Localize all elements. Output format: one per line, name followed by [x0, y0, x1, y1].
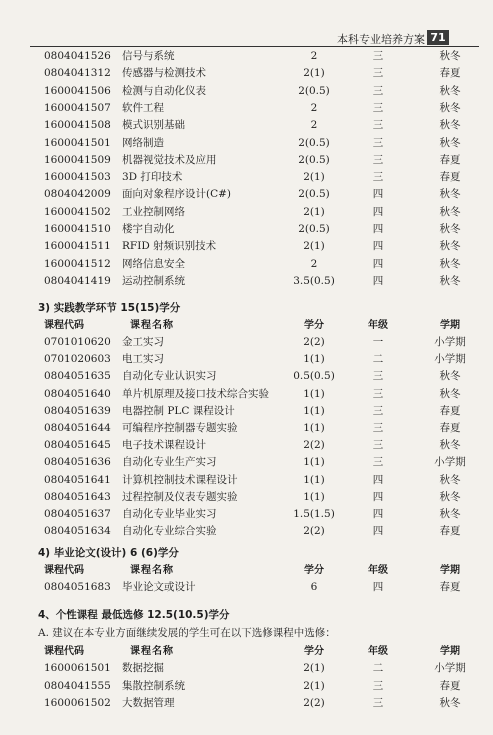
header-term: 学期	[440, 565, 460, 576]
course-year: 三	[372, 119, 384, 132]
table-row	[0, 386, 493, 403]
course-name: 自动化专业综合实验	[122, 525, 217, 538]
table-row	[0, 454, 493, 471]
course-term: 秋冬	[439, 188, 461, 201]
course-year: 三	[372, 422, 384, 434]
table-row	[0, 368, 493, 385]
course-name: 运动控制系统	[122, 274, 185, 287]
table-row	[0, 65, 493, 82]
course-code: 0804041555	[44, 679, 111, 692]
course-year: 三	[372, 153, 384, 166]
course-year: 三	[372, 50, 384, 62]
course-credit: 0.5(0.5)	[293, 370, 335, 383]
course-term: 秋冬	[439, 490, 461, 503]
course-credit: 2(1)	[303, 662, 325, 674]
table-row	[0, 273, 493, 290]
course-year: 四	[372, 188, 384, 201]
course-code: 1600041508	[44, 119, 111, 132]
running-title: 本科专业培养方案	[337, 33, 425, 46]
course-credit: 1(1)	[303, 387, 325, 400]
table-row	[0, 660, 493, 677]
course-year: 三	[372, 439, 384, 452]
course-term: 春夏	[439, 171, 461, 184]
course-year: 三	[372, 387, 384, 400]
course-term: 小学期	[434, 662, 466, 674]
course-name: 检测与自动化仪表	[122, 84, 206, 97]
table-row	[0, 117, 493, 134]
course-term: 春夏	[439, 679, 461, 692]
course-code: 0804051637	[44, 508, 111, 520]
course-term: 秋冬	[439, 257, 461, 270]
course-year: 四	[372, 490, 384, 503]
course-year: 四	[372, 508, 384, 520]
table-row	[0, 135, 493, 152]
course-code: 0804041312	[44, 67, 111, 80]
table-row	[0, 506, 493, 523]
course-term: 小学期	[434, 353, 466, 366]
page-header	[30, 30, 479, 47]
course-code: 0804042009	[44, 188, 111, 201]
course-name: 电子技术课程设计	[122, 439, 206, 452]
course-name: 软件工程	[122, 101, 164, 114]
course-name: 可编程序控制器专题实验	[122, 422, 238, 434]
course-name: 楼宇自动化	[122, 223, 175, 235]
course-year: 三	[372, 84, 384, 97]
course-term: 秋冬	[439, 439, 461, 452]
course-term: 秋冬	[439, 697, 461, 709]
course-credit: 1(1)	[303, 490, 325, 503]
course-term: 小学期	[434, 336, 466, 348]
course-credit: 2(2)	[303, 336, 325, 348]
table-row	[0, 48, 493, 65]
course-term: 春夏	[439, 581, 461, 593]
course-code: 1600041506	[44, 84, 111, 97]
course-term: 秋冬	[439, 205, 461, 218]
course-credit: 2(0.5)	[298, 153, 330, 166]
course-term: 秋冬	[439, 119, 461, 132]
header-name: 课程名称	[130, 565, 174, 576]
table-row	[0, 678, 493, 695]
course-term: 春夏	[439, 67, 461, 80]
course-code: 1600041502	[44, 205, 111, 218]
course-credit: 2(1)	[303, 679, 325, 692]
course-code: 0804051635	[44, 370, 111, 383]
section-title-practice: 3) 实践教学环节 15(15)学分	[38, 302, 181, 314]
header-code: 课程代码	[44, 320, 84, 331]
course-year: 二	[372, 353, 384, 366]
course-credit: 2	[310, 50, 318, 62]
course-code: 0804051634	[44, 525, 111, 538]
course-credit: 1(1)	[303, 456, 325, 469]
table-row	[0, 420, 493, 437]
course-code: 1600041501	[44, 136, 111, 149]
section-title-thesis: 4) 毕业论文(设计) 6 (6)学分	[38, 547, 179, 559]
course-year: 二	[372, 662, 384, 674]
course-credit: 1.5(1.5)	[293, 508, 335, 520]
course-name: 机器视觉技术及应用	[122, 153, 217, 166]
course-year: 三	[372, 171, 384, 184]
course-credit: 1(1)	[303, 422, 325, 434]
course-year: 三	[372, 370, 384, 383]
course-code: 1600061502	[44, 697, 111, 709]
course-name: 电器控制 PLC 课程设计	[122, 404, 235, 417]
course-name: 金工实习	[122, 336, 164, 348]
course-term: 春夏	[439, 525, 461, 538]
course-code: 0804041526	[44, 50, 111, 62]
course-year: 三	[372, 697, 384, 709]
course-code: 0804051645	[44, 439, 111, 452]
header-term: 学期	[440, 320, 460, 331]
course-name: 自动化专业毕业实习	[122, 508, 217, 520]
header-year: 年级	[368, 565, 388, 576]
course-term: 秋冬	[439, 101, 461, 114]
header-credit: 学分	[304, 320, 324, 331]
course-credit: 2(0.5)	[298, 136, 330, 149]
course-year: 四	[372, 274, 384, 287]
course-year: 四	[372, 473, 384, 486]
header-credit: 学分	[304, 565, 324, 576]
course-term: 秋冬	[439, 84, 461, 97]
course-term: 秋冬	[439, 508, 461, 520]
table-row	[0, 152, 493, 169]
table-row	[0, 351, 493, 368]
course-year: 一	[372, 336, 384, 348]
course-code: 0804051636	[44, 456, 111, 469]
table-row	[0, 204, 493, 221]
course-credit: 6	[310, 581, 318, 593]
course-credit: 2(0.5)	[298, 188, 330, 201]
table-row	[0, 334, 493, 351]
course-credit: 2(0.5)	[298, 223, 330, 235]
course-name: RFID 射频识别技术	[122, 240, 217, 253]
course-term: 秋冬	[439, 136, 461, 149]
course-year: 三	[372, 679, 384, 692]
course-name: 网络信息安全	[122, 257, 185, 270]
course-term: 秋冬	[439, 50, 461, 62]
table-row	[0, 579, 493, 596]
course-year: 三	[372, 136, 384, 149]
table-header-elective	[0, 643, 493, 660]
course-term: 秋冬	[439, 473, 461, 486]
course-term: 秋冬	[439, 223, 461, 235]
course-name: 信号与系统	[122, 50, 175, 62]
course-code: 0804051643	[44, 490, 111, 503]
course-credit: 1(1)	[303, 353, 325, 366]
course-name: 数据挖掘	[122, 662, 164, 674]
course-code: 1600041509	[44, 153, 111, 166]
header-year: 年级	[368, 646, 388, 657]
course-name: 集散控制系统	[122, 679, 185, 692]
course-code: 0701020603	[44, 353, 111, 366]
course-term: 小学期	[434, 456, 466, 469]
course-name: 3D 打印技术	[122, 171, 183, 184]
course-name: 单片机原理及接口技术综合实验	[122, 387, 269, 400]
course-code: 0804051641	[44, 473, 111, 486]
course-name: 传感器与检测技术	[122, 67, 206, 80]
course-credit: 2(1)	[303, 67, 325, 80]
course-name: 计算机控制技术课程设计	[122, 473, 238, 486]
course-term: 秋冬	[439, 274, 461, 287]
table-row	[0, 489, 493, 506]
section-title-elective: 4、个性课程 最低选修 12.5(10.5)学分	[38, 609, 230, 621]
course-term: 春夏	[439, 404, 461, 417]
course-name: 面向对象程序设计(C#)	[122, 188, 232, 201]
table-row	[0, 523, 493, 540]
course-name: 模式识别基础	[122, 119, 185, 132]
course-year: 四	[372, 257, 384, 270]
course-credit: 2	[310, 101, 318, 114]
course-credit: 2(2)	[303, 697, 325, 709]
course-year: 三	[372, 101, 384, 114]
course-code: 1600041507	[44, 101, 111, 114]
table-row	[0, 221, 493, 238]
table-row	[0, 695, 493, 712]
course-name: 自动化专业认识实习	[122, 370, 217, 383]
header-name: 课程名称	[130, 320, 174, 331]
course-code: 0804051640	[44, 387, 111, 400]
course-code: 1600041503	[44, 171, 111, 184]
course-name: 毕业论文或设计	[122, 581, 196, 593]
header-code: 课程代码	[44, 646, 84, 657]
table-row	[0, 256, 493, 273]
course-credit: 1(1)	[303, 473, 325, 486]
course-term: 春夏	[439, 422, 461, 434]
table-row	[0, 238, 493, 255]
course-credit: 2(0.5)	[298, 84, 330, 97]
course-code: 0804051644	[44, 422, 111, 434]
course-name: 网络制造	[122, 136, 164, 149]
table-row	[0, 472, 493, 489]
header-year: 年级	[368, 320, 388, 331]
course-term: 秋冬	[439, 240, 461, 253]
course-year: 三	[372, 456, 384, 469]
table-row	[0, 83, 493, 100]
course-term: 秋冬	[439, 387, 461, 400]
table-row	[0, 186, 493, 203]
course-code: 1600061501	[44, 662, 111, 674]
course-code: 0804041419	[44, 274, 111, 287]
course-credit: 1(1)	[303, 404, 325, 417]
course-year: 四	[372, 205, 384, 218]
course-year: 四	[372, 581, 384, 593]
page-number: 71	[427, 30, 449, 45]
course-code: 0804051639	[44, 404, 111, 417]
course-credit: 2	[310, 119, 318, 132]
course-name: 过程控制及仪表专题实验	[122, 490, 238, 503]
table-row	[0, 169, 493, 186]
course-year: 四	[372, 525, 384, 538]
elective-note: A. 建议在本专业方面继续发展的学生可在以下选修课程中选修：	[38, 627, 336, 639]
course-name: 大数据管理	[122, 697, 175, 709]
table-row	[0, 437, 493, 454]
course-credit: 2(1)	[303, 240, 325, 253]
course-code: 0804051683	[44, 581, 111, 593]
course-code: 0701010620	[44, 336, 111, 348]
course-term: 春夏	[439, 153, 461, 166]
table-header-thesis	[0, 562, 493, 579]
header-term: 学期	[440, 646, 460, 657]
course-credit: 2	[310, 257, 318, 270]
course-year: 四	[372, 223, 384, 235]
course-year: 四	[372, 240, 384, 253]
course-credit: 2(1)	[303, 205, 325, 218]
course-code: 1600041511	[44, 240, 111, 253]
course-year: 三	[372, 67, 384, 80]
course-credit: 2(2)	[303, 525, 325, 538]
course-credit: 2(1)	[303, 171, 325, 184]
course-name: 电工实习	[122, 353, 164, 366]
course-term: 秋冬	[439, 370, 461, 383]
table-row	[0, 100, 493, 117]
header-credit: 学分	[304, 646, 324, 657]
course-credit: 2(2)	[303, 439, 325, 452]
course-code: 1600041510	[44, 223, 111, 235]
course-code: 1600041512	[44, 257, 111, 270]
course-year: 三	[372, 404, 384, 417]
course-credit: 3.5(0.5)	[293, 274, 335, 287]
course-name: 自动化专业生产实习	[122, 456, 217, 469]
header-code: 课程代码	[44, 565, 84, 576]
course-name: 工业控制网络	[122, 205, 185, 218]
table-header-practice	[0, 317, 493, 334]
table-row	[0, 403, 493, 420]
header-name: 课程名称	[130, 646, 174, 657]
